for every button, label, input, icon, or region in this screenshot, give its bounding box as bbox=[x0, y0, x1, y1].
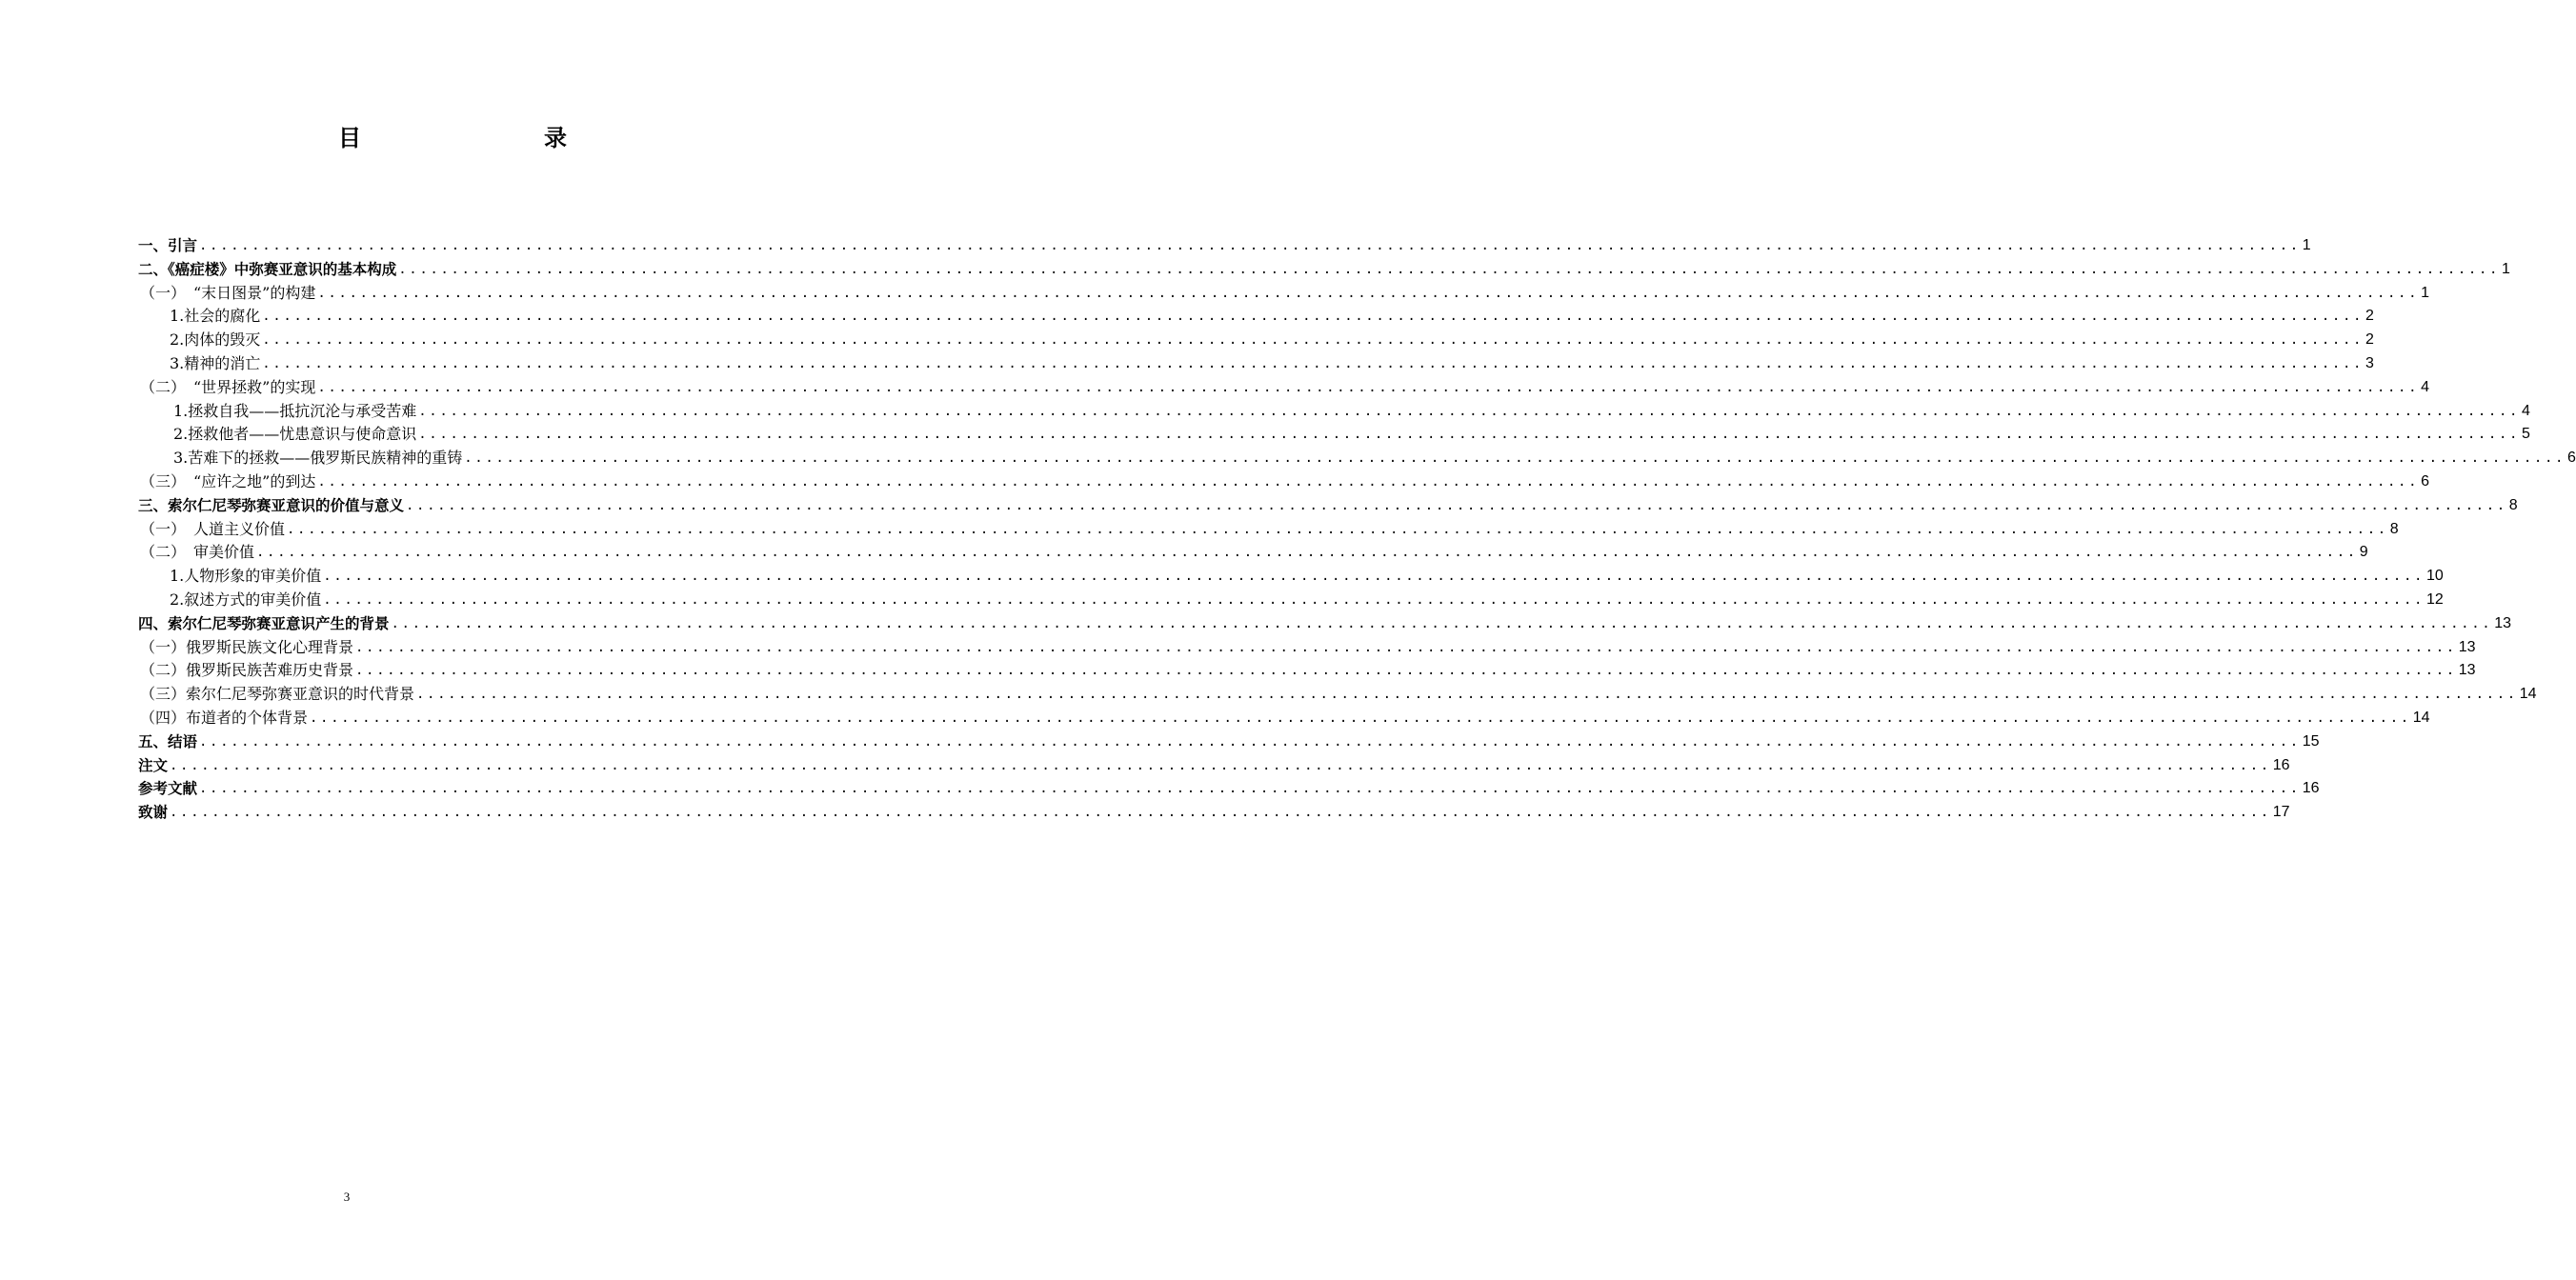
toc-title: 目 录 bbox=[338, 125, 613, 151]
toc-entry-label: 注文 bbox=[138, 756, 169, 774]
toc-entry-label: （三） “应许之地”的到达 bbox=[140, 471, 316, 490]
toc-entry-page: 8 bbox=[2508, 496, 2518, 513]
toc-entry-page: 16 bbox=[2302, 780, 2320, 797]
toc-dot-leader: ........................................................................................................................................................................................................ bbox=[398, 261, 2501, 277]
toc-entry-label: 三、索尔仁尼琴弥赛亚意识的价值与意义 bbox=[138, 496, 405, 514]
toc-entry[interactable] bbox=[138, 777, 2320, 801]
toc-dot-leader: ........................................................................................................................................................................................................ bbox=[391, 615, 2493, 631]
toc-entry-page: 3 bbox=[2365, 354, 2374, 371]
toc-entry-page: 2 bbox=[2365, 331, 2374, 349]
toc-entry-page: 1 bbox=[2302, 237, 2311, 253]
toc-entry-page: 13 bbox=[2494, 614, 2512, 631]
toc-entry[interactable] bbox=[138, 541, 2368, 565]
toc-entry[interactable] bbox=[138, 400, 2530, 424]
toc-entry[interactable] bbox=[138, 636, 2476, 660]
toc-entry-label: 二、《癌症楼》中弥赛亚意识的基本构成 bbox=[138, 260, 397, 278]
toc-entry-page: 12 bbox=[2426, 590, 2444, 608]
toc-dot-leader: ........................................................................................................................................................................................................ bbox=[199, 733, 2301, 750]
toc-entry[interactable] bbox=[138, 470, 2430, 494]
toc-dot-leader: ........................................................................................................................................................................................................ bbox=[464, 450, 2566, 467]
toc-entry-label: （二） “世界拯救”的实现 bbox=[140, 377, 316, 396]
toc-entry-label: 五、结语 bbox=[138, 732, 198, 750]
toc-dot-leader: ........................................................................................................................................................................................................ bbox=[262, 332, 2365, 349]
toc-entry-page: 10 bbox=[2426, 568, 2444, 585]
toc-entry[interactable] bbox=[138, 494, 2518, 518]
toc-entry-page: 14 bbox=[2519, 686, 2537, 703]
toc-dot-leader: ........................................................................................................................................................................................................ bbox=[262, 309, 2365, 325]
toc-entry-page: 8 bbox=[2389, 520, 2399, 537]
toc-entry[interactable] bbox=[138, 376, 2430, 400]
toc-dot-leader: ........................................................................................................................................................................................................ bbox=[355, 663, 2457, 679]
toc-entry-label: （一）俄罗斯民族文化心理背景 bbox=[140, 637, 354, 656]
toc-dot-leader: ........................................................................................................................................................................................................ bbox=[199, 238, 2301, 253]
toc-entry[interactable] bbox=[138, 518, 2399, 542]
toc-entry-label: 1.社会的腐化 bbox=[170, 307, 261, 326]
toc-entry[interactable] bbox=[138, 352, 2374, 376]
toc-entry[interactable] bbox=[138, 565, 2444, 589]
toc-entry-page: 2 bbox=[2365, 308, 2374, 325]
toc-entry-label: 3.苦难下的拯救——俄罗斯民族精神的重铸 bbox=[173, 449, 463, 468]
toc-entry-label: 1.人物形象的审美价值 bbox=[170, 567, 322, 586]
toc-entry-label: 一、引言 bbox=[138, 237, 198, 254]
toc-dot-leader: ........................................................................................................................................................................................................ bbox=[406, 497, 2507, 513]
toc-entry[interactable] bbox=[138, 659, 2476, 683]
toc-entry[interactable] bbox=[138, 612, 2512, 636]
toc-entry-page: 1 bbox=[2502, 260, 2510, 277]
toc-dot-leader: ........................................................................................................................................................................................................ bbox=[416, 687, 2518, 703]
toc-entry-label: （二） 审美价值 bbox=[140, 543, 255, 562]
toc-entry-page: 15 bbox=[2302, 732, 2320, 750]
toc-entry[interactable] bbox=[138, 707, 2430, 730]
toc-dot-leader: ........................................................................................................................................................................................................ bbox=[256, 545, 2358, 561]
toc-dot-leader: ........................................................................................................................................................................................................ bbox=[199, 781, 2301, 797]
toc-entry[interactable] bbox=[138, 423, 2530, 447]
page-number: 3 bbox=[343, 1190, 351, 1204]
toc-entry[interactable] bbox=[138, 305, 2374, 329]
toc-entry-page: 13 bbox=[2458, 662, 2476, 679]
toc-entry[interactable] bbox=[138, 234, 2311, 258]
toc-entry-page: 13 bbox=[2458, 638, 2476, 655]
toc-entry-label: 四、索尔仁尼琴弥赛亚意识产生的背景 bbox=[138, 614, 390, 632]
toc-entry-label: （四）布道者的个体背景 bbox=[140, 708, 309, 727]
toc-dot-leader: ........................................................................................................................................................................................................ bbox=[170, 805, 2271, 821]
toc-entry-label: 2.肉体的毁灭 bbox=[170, 330, 261, 350]
table-of-contents bbox=[138, 234, 2576, 825]
toc-entry[interactable] bbox=[138, 801, 2290, 825]
toc-entry-label: 1.拯救自我——抵抗沉沦与承受苦难 bbox=[173, 401, 417, 420]
toc-entry-page: 6 bbox=[2567, 450, 2576, 467]
toc-entry-page: 14 bbox=[2412, 709, 2430, 726]
toc-dot-leader: ........................................................................................................................................................................................................ bbox=[317, 379, 2420, 395]
toc-dot-leader: ........................................................................................................................................................................................................ bbox=[262, 355, 2365, 371]
toc-entry-label: （一） 人道主义价值 bbox=[140, 519, 286, 538]
toc-entry-label: （二）俄罗斯民族苦难历史背景 bbox=[140, 661, 354, 680]
toc-entry-label: 参考文献 bbox=[138, 780, 198, 798]
toc-dot-leader: ........................................................................................................................................................................................................ bbox=[355, 639, 2457, 655]
toc-entry-page: 4 bbox=[2522, 402, 2530, 419]
toc-entry[interactable] bbox=[138, 730, 2320, 754]
toc-dot-leader: ........................................................................................................................................................................................................ bbox=[170, 757, 2271, 773]
toc-entry-page: 5 bbox=[2522, 426, 2530, 443]
toc-dot-leader: ........................................................................................................................................................................................................ bbox=[317, 285, 2420, 301]
toc-entry[interactable] bbox=[138, 258, 2510, 282]
toc-dot-leader: ........................................................................................................................................................................................................ bbox=[418, 403, 2521, 419]
toc-entry-label: 致谢 bbox=[138, 804, 169, 822]
toc-entry-label: （三）索尔仁尼琴弥赛亚意识的时代背景 bbox=[140, 685, 415, 704]
toc-entry-page: 4 bbox=[2421, 378, 2430, 395]
toc-dot-leader: ........................................................................................................................................................................................................ bbox=[323, 569, 2425, 585]
toc-entry-label: 3.精神的消亡 bbox=[170, 353, 261, 372]
toc-dot-leader: ........................................................................................................................................................................................................ bbox=[310, 710, 2411, 726]
toc-entry[interactable] bbox=[138, 683, 2537, 707]
toc-entry[interactable] bbox=[138, 447, 2576, 470]
toc-dot-leader: ........................................................................................................................................................................................................ bbox=[323, 591, 2425, 608]
toc-entry-page: 1 bbox=[2421, 284, 2430, 301]
toc-entry[interactable] bbox=[138, 329, 2374, 352]
toc-entry[interactable] bbox=[138, 282, 2430, 306]
toc-entry[interactable] bbox=[138, 589, 2444, 612]
toc-entry[interactable] bbox=[138, 754, 2290, 778]
toc-entry-page: 6 bbox=[2421, 472, 2430, 490]
toc-entry-label: （一） “末日图景”的构建 bbox=[140, 283, 316, 302]
toc-entry-label: 2.叙述方式的审美价值 bbox=[170, 590, 322, 609]
toc-entry-page: 16 bbox=[2272, 756, 2290, 773]
toc-dot-leader: ........................................................................................................................................................................................................ bbox=[287, 521, 2388, 537]
toc-entry-page: 9 bbox=[2359, 544, 2368, 561]
toc-dot-leader: ........................................................................................................................................................................................................ bbox=[317, 473, 2420, 490]
toc-entry-page: 17 bbox=[2272, 804, 2290, 821]
toc-entry-label: 2.拯救他者——忧患意识与使命意识 bbox=[173, 425, 417, 444]
toc-dot-leader: ........................................................................................................................................................................................................ bbox=[418, 427, 2521, 443]
